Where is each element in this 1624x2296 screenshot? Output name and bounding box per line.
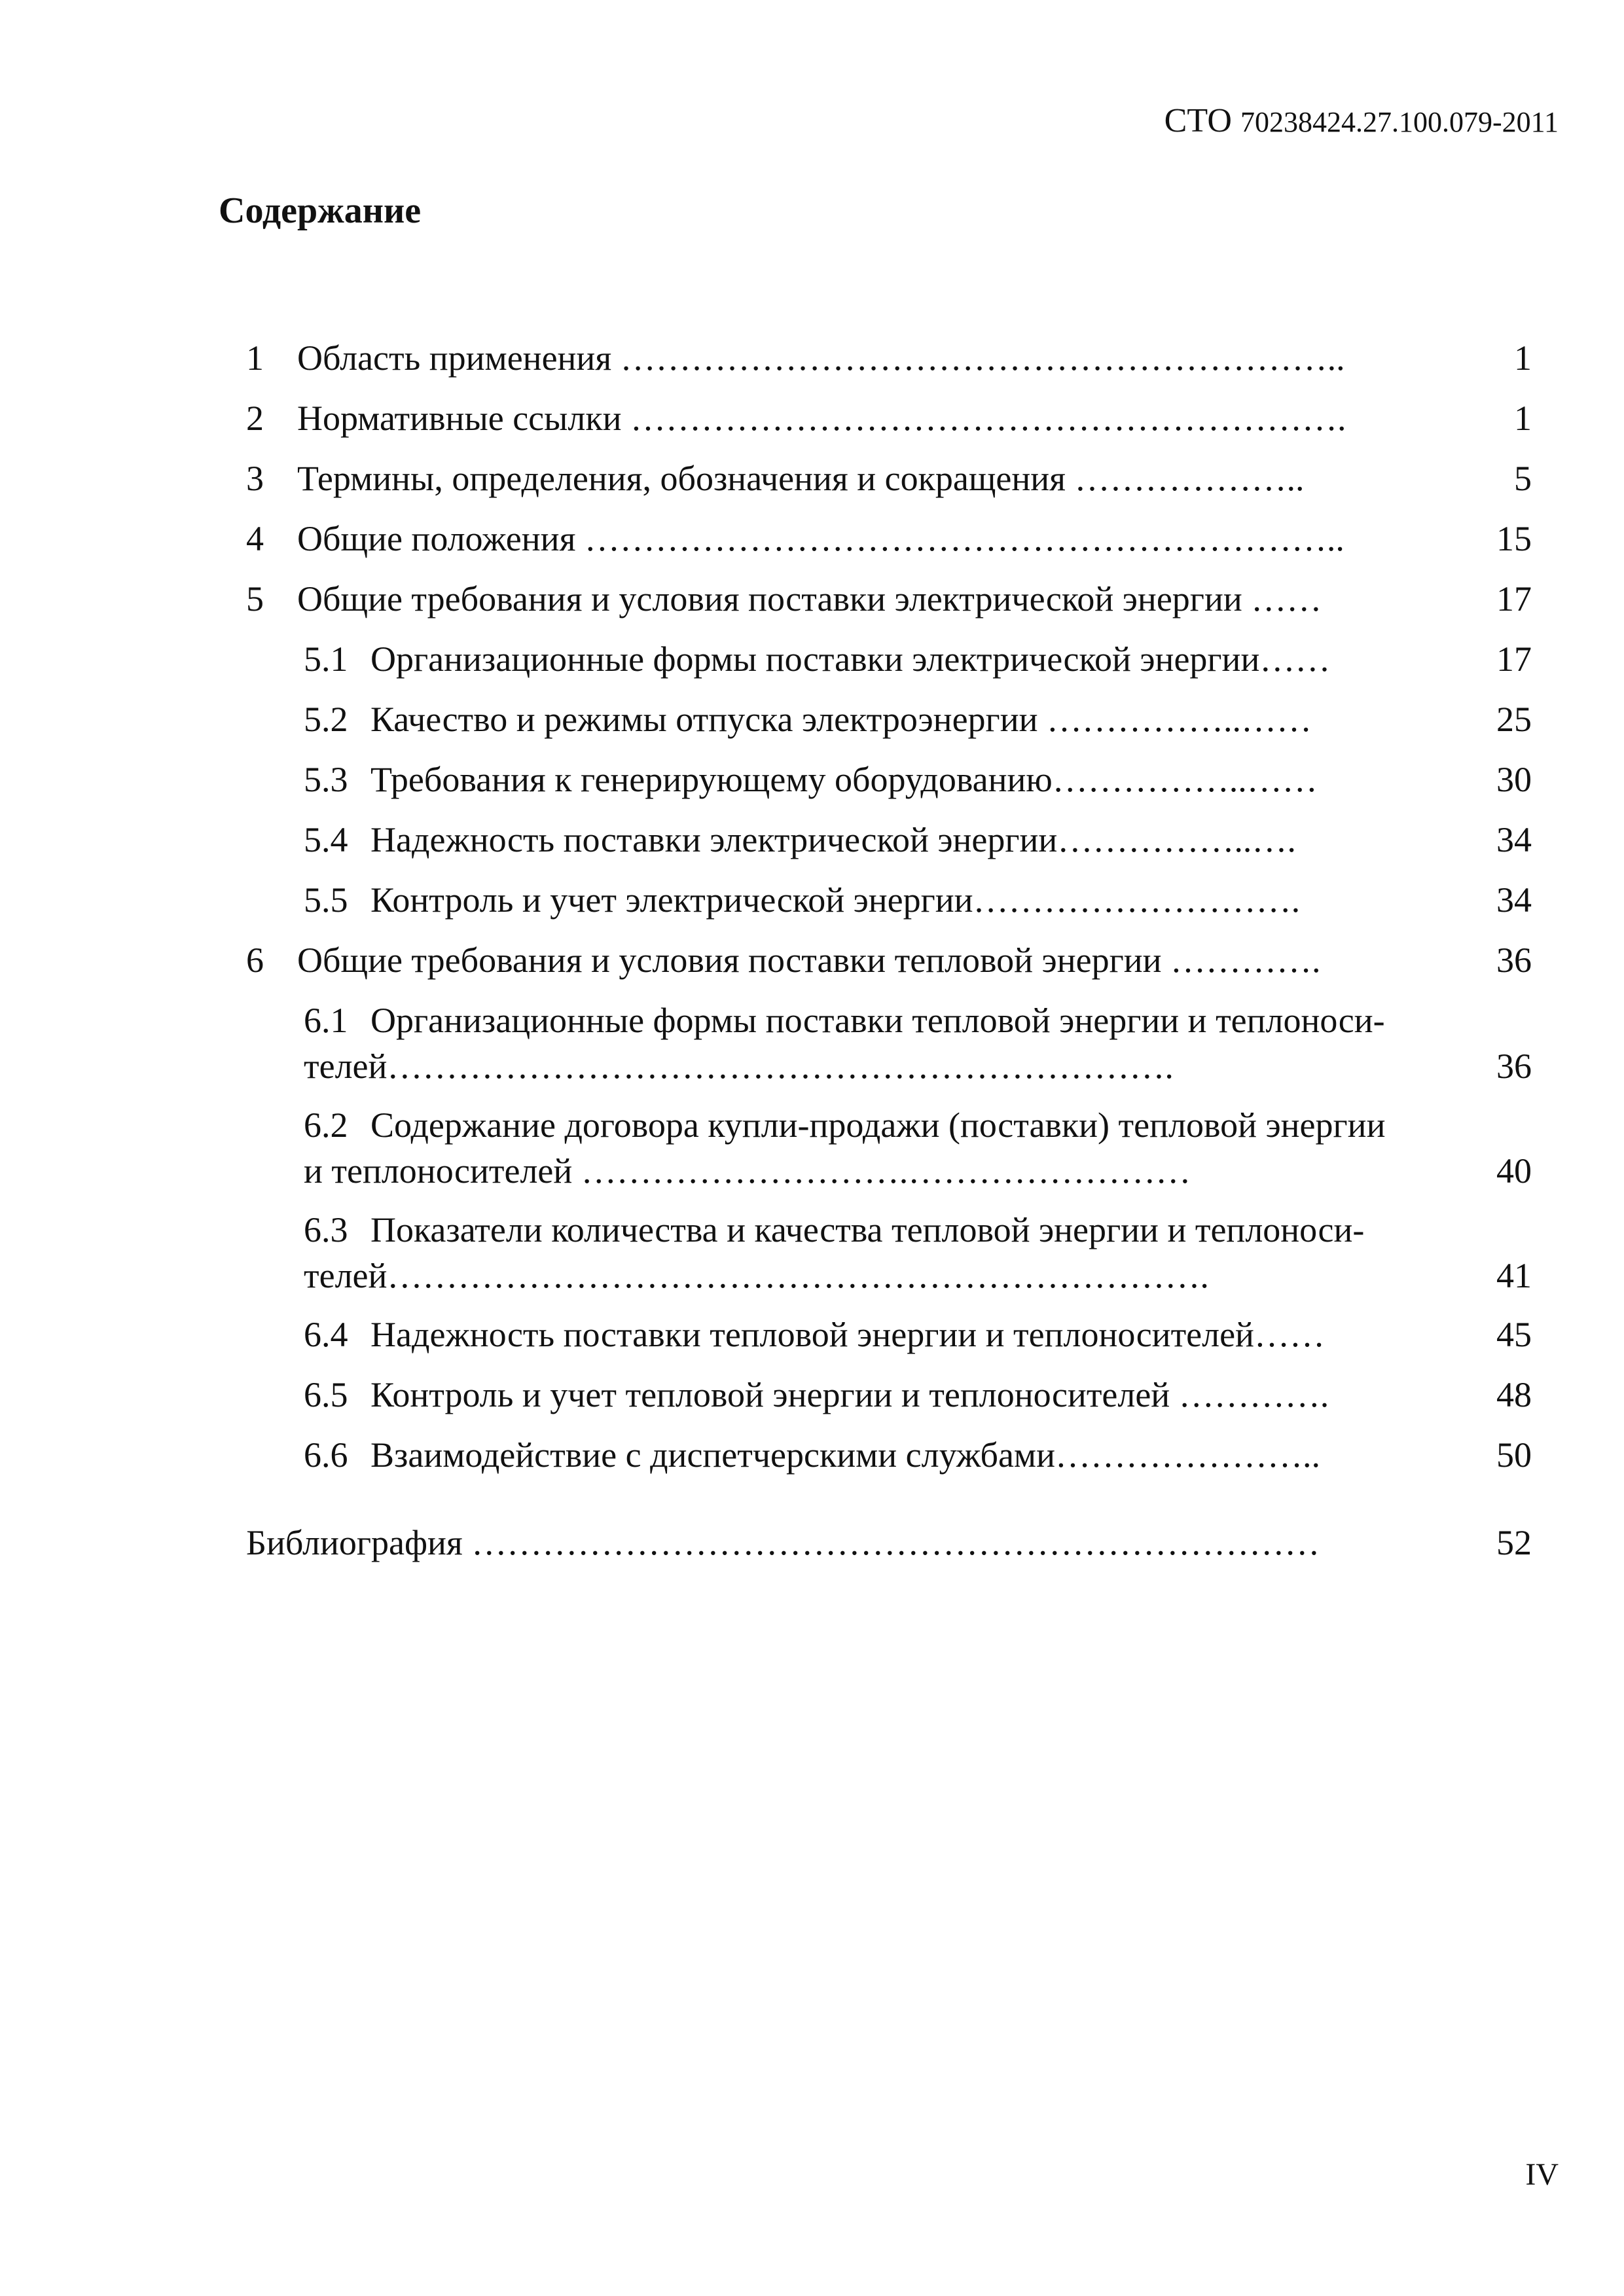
- toc-page: 30: [1496, 760, 1532, 799]
- toc-page: 17: [1496, 639, 1532, 679]
- toc-page: 36: [1496, 1047, 1532, 1086]
- toc-text: Контроль и учет тепловой энергии и теплоносителей ………….: [370, 1375, 1329, 1414]
- toc-page: 41: [1496, 1256, 1532, 1295]
- toc-text: Контроль и учет электрической энергии……………………….: [370, 880, 1301, 920]
- toc-text: Содержание договора купли-продажи (поставки) тепловой энергии: [370, 1105, 1386, 1145]
- toc-page: 34: [1496, 820, 1532, 859]
- toc-page: 34: [1496, 880, 1532, 920]
- toc-number: 6.4: [304, 1315, 348, 1354]
- toc-page: 50: [1496, 1435, 1532, 1475]
- toc-number: 5.4: [304, 820, 348, 859]
- page-title: Содержание: [219, 190, 422, 231]
- header-code: 70238424.27.100.079-2011: [1240, 106, 1559, 138]
- toc-text: Организационные формы поставки тепловой энергии и теплоноси-: [370, 1001, 1385, 1040]
- toc-text: Надежность поставки электрической энергии……………..….: [370, 820, 1296, 859]
- toc-page: 1: [1514, 338, 1532, 378]
- header-prefix: СТО: [1164, 102, 1232, 139]
- toc-text: Общие положения ………………………………………………………..: [297, 519, 1344, 558]
- toc-page: 48: [1496, 1375, 1532, 1414]
- toc-page: 15: [1496, 519, 1532, 558]
- toc-page: 5: [1514, 459, 1532, 498]
- toc-text-continuation: телей…………………………………………………………….: [304, 1256, 1209, 1295]
- toc-number: 5.5: [304, 880, 348, 920]
- toc-number: 6.3: [304, 1210, 348, 1249]
- toc-text: Общие требования и условия поставки тепловой энергии ………….: [297, 941, 1321, 980]
- toc-page: 1: [1514, 399, 1532, 438]
- toc-text: Термины, определения, обозначения и сокращения ………………..: [297, 459, 1305, 498]
- toc-number: 5.1: [304, 639, 348, 679]
- toc-text-continuation: телей………………………………………………………….: [304, 1047, 1174, 1086]
- toc-text: Область применения ……………………………………………………..: [297, 338, 1345, 378]
- toc-number: 5: [246, 579, 264, 619]
- toc-number: 4: [246, 519, 264, 558]
- toc-page: 17: [1496, 579, 1532, 619]
- toc-number: 5.3: [304, 760, 348, 799]
- toc-page: 25: [1496, 700, 1532, 739]
- toc-text: Показатели количества и качества тепловой энергии и теплоноси-: [370, 1210, 1365, 1249]
- toc-number: 6.2: [304, 1105, 348, 1145]
- document-header: [1164, 101, 1559, 140]
- toc-number: 6: [246, 941, 264, 980]
- toc-page: 52: [1496, 1523, 1532, 1562]
- toc-number: 6.5: [304, 1375, 348, 1414]
- toc-number: 2: [246, 399, 264, 438]
- toc-page: 40: [1496, 1151, 1532, 1191]
- toc-text: Требования к генерирующему оборудованию……………..……: [370, 760, 1318, 799]
- toc-number: 5.2: [304, 700, 348, 739]
- toc-page: 36: [1496, 941, 1532, 980]
- toc-page: 45: [1496, 1315, 1532, 1354]
- toc-text: Надежность поставки тепловой энергии и теплоносителей……: [370, 1315, 1325, 1354]
- toc-text-continuation: и теплоносителей ……………………….……………………: [304, 1151, 1191, 1191]
- toc-number: 3: [246, 459, 264, 498]
- toc-number: 6.1: [304, 1001, 348, 1040]
- toc-text: Организационные формы поставки электрической энергии……: [370, 639, 1331, 679]
- toc-number: 1: [246, 338, 264, 378]
- page-number: IV: [1525, 2157, 1559, 2192]
- toc-text: Библиография ………………………………………………………………: [246, 1523, 1320, 1562]
- toc-text: Общие требования и условия поставки электрической энергии ……: [297, 579, 1322, 619]
- toc-text: Взаимодействие с диспетчерскими службами…………………..: [370, 1435, 1320, 1475]
- toc-number: 6.6: [304, 1435, 348, 1475]
- toc-text: Качество и режимы отпуска электроэнергии ……………..……: [370, 700, 1312, 739]
- toc-text: Нормативные ссылки …………………………………………………….: [297, 399, 1346, 438]
